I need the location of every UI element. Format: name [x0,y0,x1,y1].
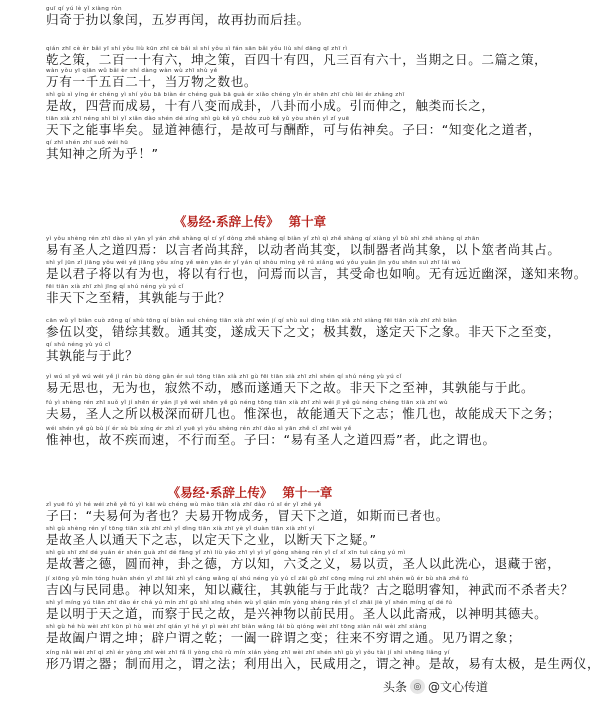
text-line: 参伍以变，错综其数。通其变，遂成天下之文；极其数，遂定天下之象。非天下之至变， [46,324,561,339]
text-line: 万有一千五百二十，当万物之数也。 [46,74,258,89]
chapter-number: 第十一章 [282,485,333,500]
watermark-at: @ [427,679,440,694]
chapter-11-heading [0,483,500,501]
text-line: 是故圣人以通天下之志，以定天下之业，以断天下之疑。” [46,532,377,547]
watermark-prefix: 头条 [382,680,407,694]
pinyin-line: tiān xià zhī néng shì bì yǐ xiǎn dào shén dé xíng shì gù kě yǔ chóu zuò kě yǔ yòu shén yǐ zǐ yuē [46,116,350,122]
pinyin-line: qí zhī shén zhī suǒ wéi hū [46,140,129,146]
pinyin-line: yì yǒu shèng rén zhī dào sì yān yǐ yán zhě shàng qí cí yǐ dòng zhě shàng qí biàn yǐ zhì qì zhě shàng qí xiàng yǐ bǔ shì zhě shàng qí zhān [46,236,480,242]
pinyin-line: fú yì shèng rén zhī suǒ yǐ jí shēn ér yán jī yě wéi shēn yě gù néng tōng tiān xià zhī zhì wéi jī yě gù néng chéng tiān xià zhī wù [46,400,448,406]
text-line: 是故，四营而成易，十有八变而成卦，八卦而小成。引而伸之，触类而长之， [46,98,495,113]
text-line: 夫易，圣人之所以极深而研几也。惟深也，故能通天下之志；惟几也，故能成天下之务； [46,406,561,421]
pinyin-line: shì gù hé hù wèi zhī kūn pì hù wèi zhī qián yī hé yī pì wèi zhī biàn wǎng lái bù qióng wèi zhī tōng xiàn nǎi wèi zhī xiàng [46,624,427,630]
pinyin-line: shì yǐ jūn zǐ jiāng yǒu wéi yě jiāng yǒu xíng yě wèn yān ér yǐ yán qí shòu mìng yě rú xiǎng wú yǒu yuǎn jìn yōu shēn suì zhī lái wù [46,260,461,266]
chapter-10-heading [0,212,500,230]
text-line: 天下之能事毕矣。显道神德行，是故可与酬酢，可与佑神矣。子曰：“知变化之道者， [46,122,542,137]
pinyin-line: jí xiōng yǔ mín tóng huàn shén yǐ zhī lái zhì yǐ cáng wǎng qí shú néng yù yú cǐ zāi gǔ zhī cōng míng ruì zhī shén wǔ ér bù shā zhě fú [46,576,469,582]
text-line: 吉凶与民同患。神以知来，知以藏往，其孰能与于此哉？古之聪明睿知，神武而不杀者夫？ [46,582,574,597]
pinyin-line: wéi shén yě gù bù jí ér sù bù xíng ér zhì zǐ yuē yì yǒu shèng rén zhī dào sì yān zhě cǐ zhī wèi yě [46,426,352,432]
pinyin-line: fēi tiān xià zhī zhì jīng qí shú néng yù yú cǐ [46,284,184,290]
text-line: 是故蓍之德，圆而神，卦之德，方以知，六爻之义，易以贡，圣人以此洗心，退藏于密， [46,556,561,571]
text-line: 子曰：“夫易何为者也？夫易开物成务，冒天下之道，如斯而已者也。 [46,508,449,523]
text-line: 是故阖户谓之坤；辟户谓之乾；一阖一辟谓之变；往来不穷谓之通。见乃谓之象； [46,630,521,645]
text-line: 非天下之至精，其孰能与于此？ [46,290,231,305]
chapter-book-title: 《易经·系辞上传》 [173,214,279,229]
pinyin-line: xíng nǎi wèi zhī qì zhì ér yòng zhī wèi zhī fǎ lì yòng chū rù mín xián yòng zhī wèi zhī shén shì gù yì yǒu tài jí shì shēng liǎng yí [46,650,450,656]
text-line: 惟神也，故不疾而速，不行而至。子曰：“易有圣人之道四焉”者，此之谓也。 [46,432,496,447]
pinyin-line: cān wǔ yǐ biàn cuò zōng qí shù tōng qí biàn suì chéng tiān xià zhī wén jí qí shù suì dìng tiān xià zhī xiàng fēi tiān xià zhī zhì biàn [46,318,458,324]
pinyin-line: qián zhī cè èr bǎi yī shí yǒu liù kūn zhī cè bǎi sì shí yǒu sì fán sān bǎi yǒu liù shí dāng qī zhī rì [46,46,348,52]
text-line: 易无思也，无为也，寂然不动，感而遂通天下之故。非天下之至神，其孰能与于此。 [46,380,535,395]
pinyin-line: qí shú néng yù yú cǐ [46,342,111,348]
watermark-author: 文心传道 [439,680,488,694]
toutiao-logo-icon: ◎ [410,679,425,694]
pinyin-line: shì yǐ míng yú tiān zhī dào ér chá yú mín zhī gù shì xīng shén wù yǐ qián mín yòng shèng rén yǐ cǐ zhāi jiè yǐ shén míng qí dé fú [46,600,453,606]
chapter-book-title: 《易经·系辞上传》 [167,485,273,500]
text-line: 易有圣人之道四焉：以言者尚其辞，以动者尚其变，以制器者尚其象，以卜筮者尚其占。 [46,242,561,257]
pinyin-line: yì wú sī yě wú wéi yě jì rán bù dòng gǎn ér suì tōng tiān xià zhī gù fēi tiān xià zhī zhì shén qí shú néng yù yú cǐ [46,374,402,380]
pinyin-line: guī qí yú lè yǐ xiàng rùn [46,6,122,12]
watermark [383,678,488,695]
text-line: 形乃谓之器；制而用之，谓之法；利用出入，民咸用之，谓之神。是故，易有太极，是生两仪， [46,656,600,671]
pinyin-line: shì gù sì yíng ér chéng yì shí yǒu bā biàn ér chéng guà bā guà ér xiǎo chéng yǐn ér shēn zhī chù lèi ér zhǎng zhī [46,92,405,98]
pinyin-line: zǐ yuē fú yì hé wéi zhě yě fú yì kāi wù chéng wù mào tiān xià zhī dào rú sī ér yǐ zhě yě [46,502,322,508]
pinyin-line: shì gù shèng rén yǐ tōng tiān xià zhī zhì yǐ dìng tiān xià zhī yè yǐ duàn tiān xià zhī yí [46,526,315,532]
text-line: 归奇于扐以象闰，五岁再闰，故再扐而后挂。 [46,12,310,27]
text-line: 是以明于天之道，而察于民之故，是兴神物以前民用。圣人以此斋戒，以神明其德夫。 [46,606,548,621]
text-line: 其知神之所为乎！” [46,146,159,161]
text-line: 是以君子将以有为也，将以有行也，问焉而以言，其受命也如响。无有远近幽深，遂知来物。 [46,266,587,281]
chapter-number: 第十章 [288,214,327,229]
pinyin-line: shì gù shī zhī dé yuán ér shén guà zhī dé fāng yǐ zhì liù yáo zhī yì yì yǐ gòng shèng rén yǐ cǐ xǐ xīn tuì cáng yú mì [46,550,406,556]
text-line: 其孰能与于此？ [46,348,139,363]
pinyin-line: wàn yǒu yī qiān wǔ bǎi èr shí dàng wàn wù zhī shù yě [46,68,218,74]
text-line: 乾之策，二百一十有六，坤之策，百四十有四，凡三百有六十，当期之日。二篇之策， [46,52,548,67]
